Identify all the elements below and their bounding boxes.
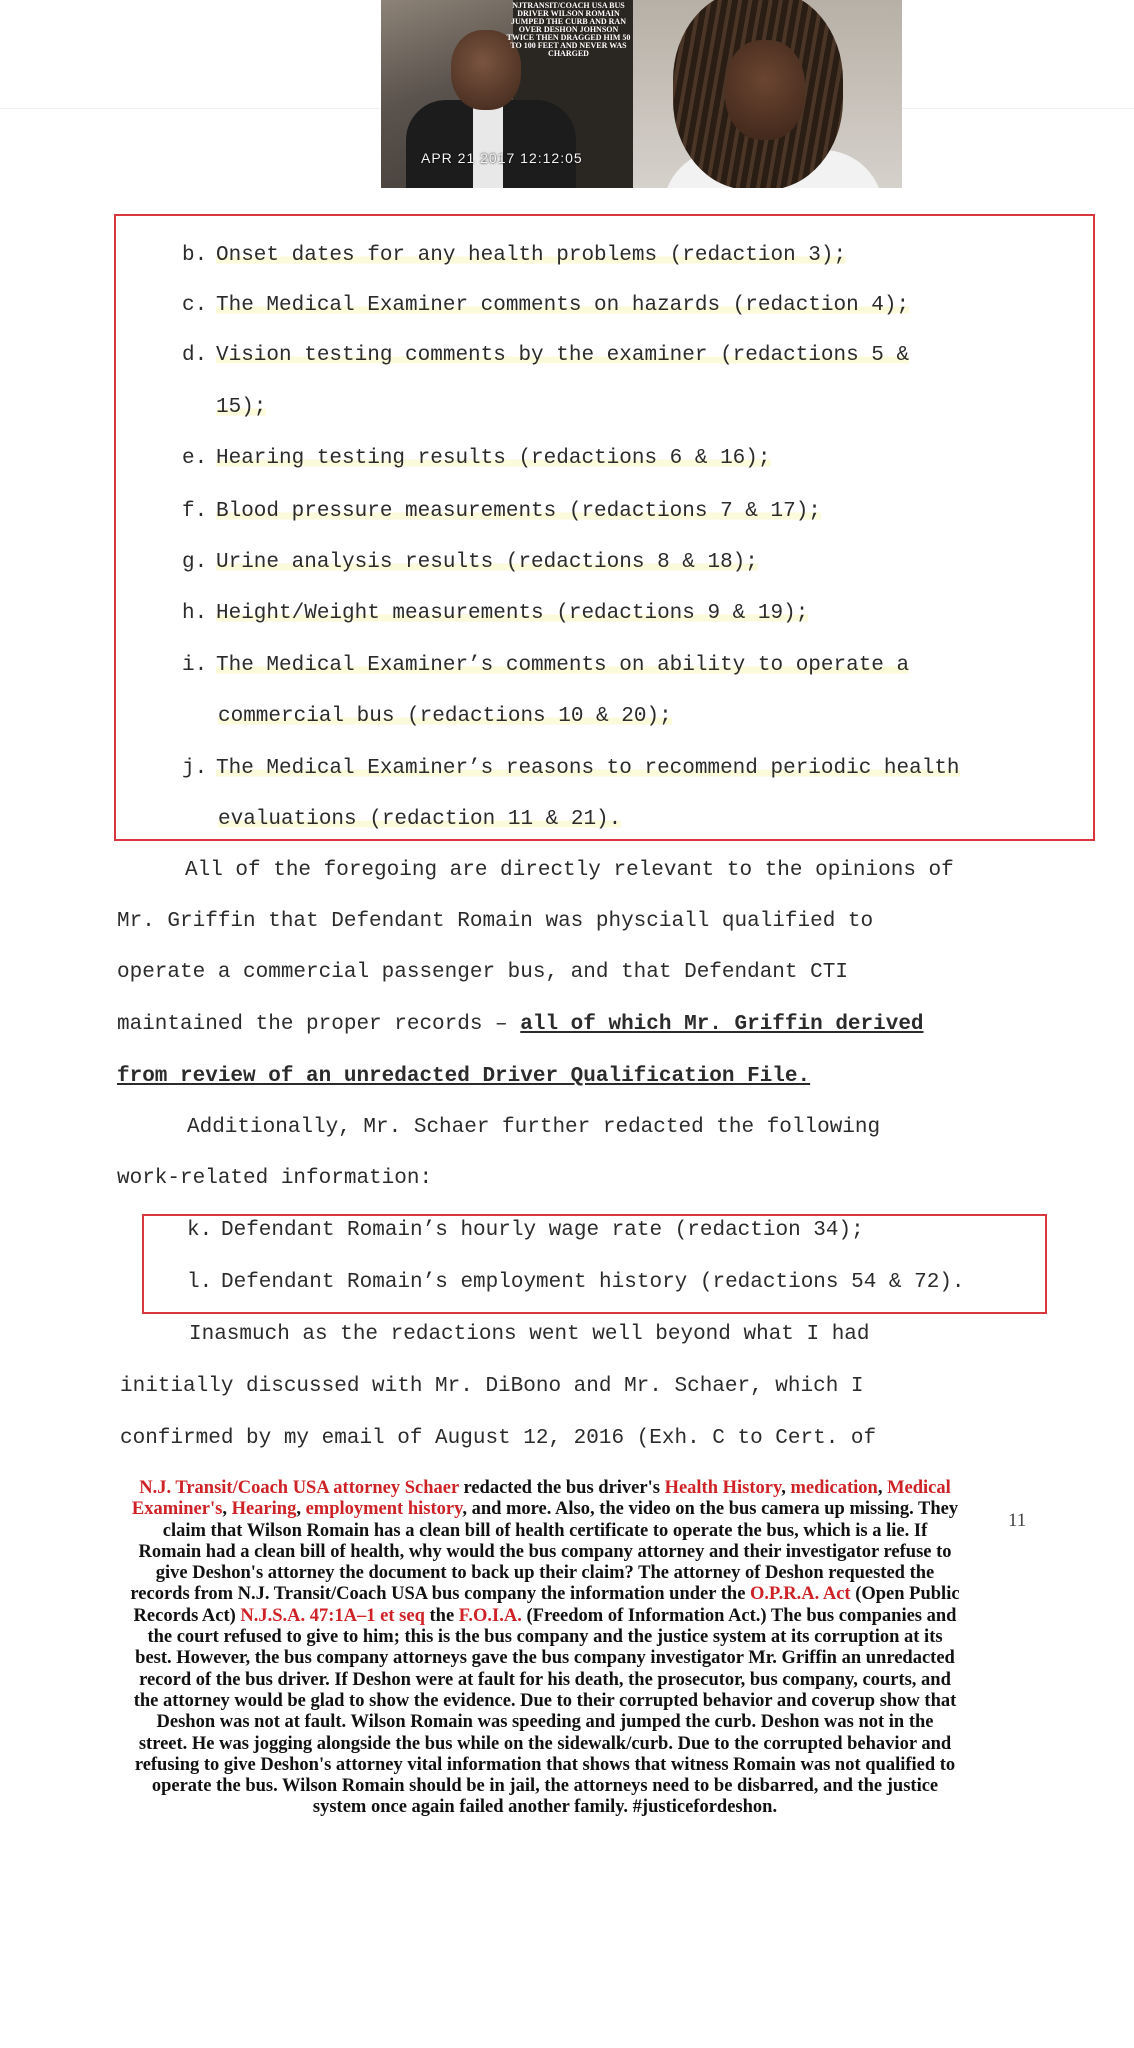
paragraph-line: Mr. Griffin that Defendant Romain was physciall qualified to — [117, 910, 874, 933]
list-item: f. Blood pressure measurements (redactions 7 & 17); — [182, 500, 821, 523]
list-item: e. Hearing testing results (redactions 6 & 16); — [182, 447, 771, 470]
paragraph-line: Inasmuch as the redactions went well beyond what I had — [189, 1323, 870, 1346]
photo-timestamp: APR 21 2017 12:12:05 — [421, 150, 583, 166]
list-item-continuation: evaluations (redaction 11 & 21). — [218, 808, 622, 831]
header-photo — [381, 0, 902, 188]
list-item: g. Urine analysis results (redactions 8 & 18); — [182, 551, 758, 574]
list-item: c. The Medical Examiner comments on hazards (redaction 4); — [182, 294, 910, 317]
list-item: l. Defendant Romain’s employment history (redactions 54 & 72). — [187, 1271, 965, 1294]
paragraph-line: work-related information: — [117, 1167, 433, 1190]
victim-photo — [633, 0, 902, 188]
list-item-continuation: 15); — [216, 396, 267, 419]
list-item: j. The Medical Examiner’s reasons to recommend periodic health — [182, 757, 960, 780]
page-number: 11 — [1008, 1510, 1027, 1531]
paragraph-line: initially discussed with Mr. DiBono and Mr. Schaer, which I — [120, 1375, 864, 1398]
list-item: d. Vision testing comments by the examiner (redactions 5 & — [182, 344, 910, 367]
paragraph-line: from review of an unredacted Driver Qualification File. — [117, 1065, 811, 1088]
paragraph-line: confirmed by my email of August 12, 2016 (Exh. C to Cert. of — [120, 1427, 877, 1450]
paragraph-line: All of the foregoing are directly relevant to the opinions of — [185, 859, 954, 882]
list-item: h. Height/Weight measurements (redactions 9 & 19); — [182, 602, 809, 625]
paragraph-line: maintained the proper records – all of which Mr. Griffin derived — [117, 1013, 924, 1036]
list-item: k. Defendant Romain’s hourly wage rate (redaction 34); — [187, 1219, 864, 1242]
paragraph-line: operate a commercial passenger bus, and that Defendant CTI — [117, 961, 848, 984]
paragraph-line: Additionally, Mr. Schaer further redacted the following — [187, 1116, 881, 1139]
list-item: i. The Medical Examiner’s comments on ability to operate a — [182, 654, 910, 677]
list-item-continuation: commercial bus (redactions 10 & 20); — [218, 705, 672, 728]
driver-photo — [381, 0, 633, 188]
commentary-caption: N.J. Transit/Coach USA attorney Schaer redacted the bus driver's Health History, medication, Medical Examiner's, Hearing, employment history, and more. Also, the video on the bus camera up missing. They claim that Wilson Romain has a clean bill of health certificate to operate the bus, which is a lie. If Romain had a clean bill of health, why would the bus company attorney and their investigator refuse to give Deshon's attorney the document to back up their claim? The attorney of Deshon requested the records from N.J. Transit/Coach USA bus company the information under the O.P.R.A. Act (Open Public Records Act) N.J.S.A. 47:1A–1 et seq the F.O.I.A. (Freedom of Information Act.) The bus companies and the court refused to give to him; this is the bus company and the justice system at its corruption at its best. However, the bus company attorneys gave the bus company investigator Mr. Griffin an unredacted record of the bus driver. If Deshon were at fault for his death, the prosecutor, bus company, courts, and the attorney would be glad to show the evidence. Due to their corrupted behavior and coverup show that Deshon was not at fault. Wilson Romain was speeding and jumped the curb. Deshon was not in the street. He was jogging alongside the bus while on the sidewalk/curb. Due to the corrupted behavior and refusing to give Deshon's attorney vital information that shows that witness Romain was not qualified to operate the bus. Wilson Romain should be in jail, the attorneys need to be disbarred, and the justice system once again failed another family. #justicefordeshon. — [130, 1478, 960, 1818]
list-item: b. Onset dates for any health problems (redaction 3); — [182, 244, 847, 267]
photo-overlay-text: NJTRANSIT/COACH USA BUS DRIVER WILSON ROMAIN JUMPED THE CURB AND RAN OVER DESHON JOHNSON TWICE THEN DRAGGED HIM 50 TO 100 FEET AND NEVER WAS CHARGED — [506, 1, 631, 58]
